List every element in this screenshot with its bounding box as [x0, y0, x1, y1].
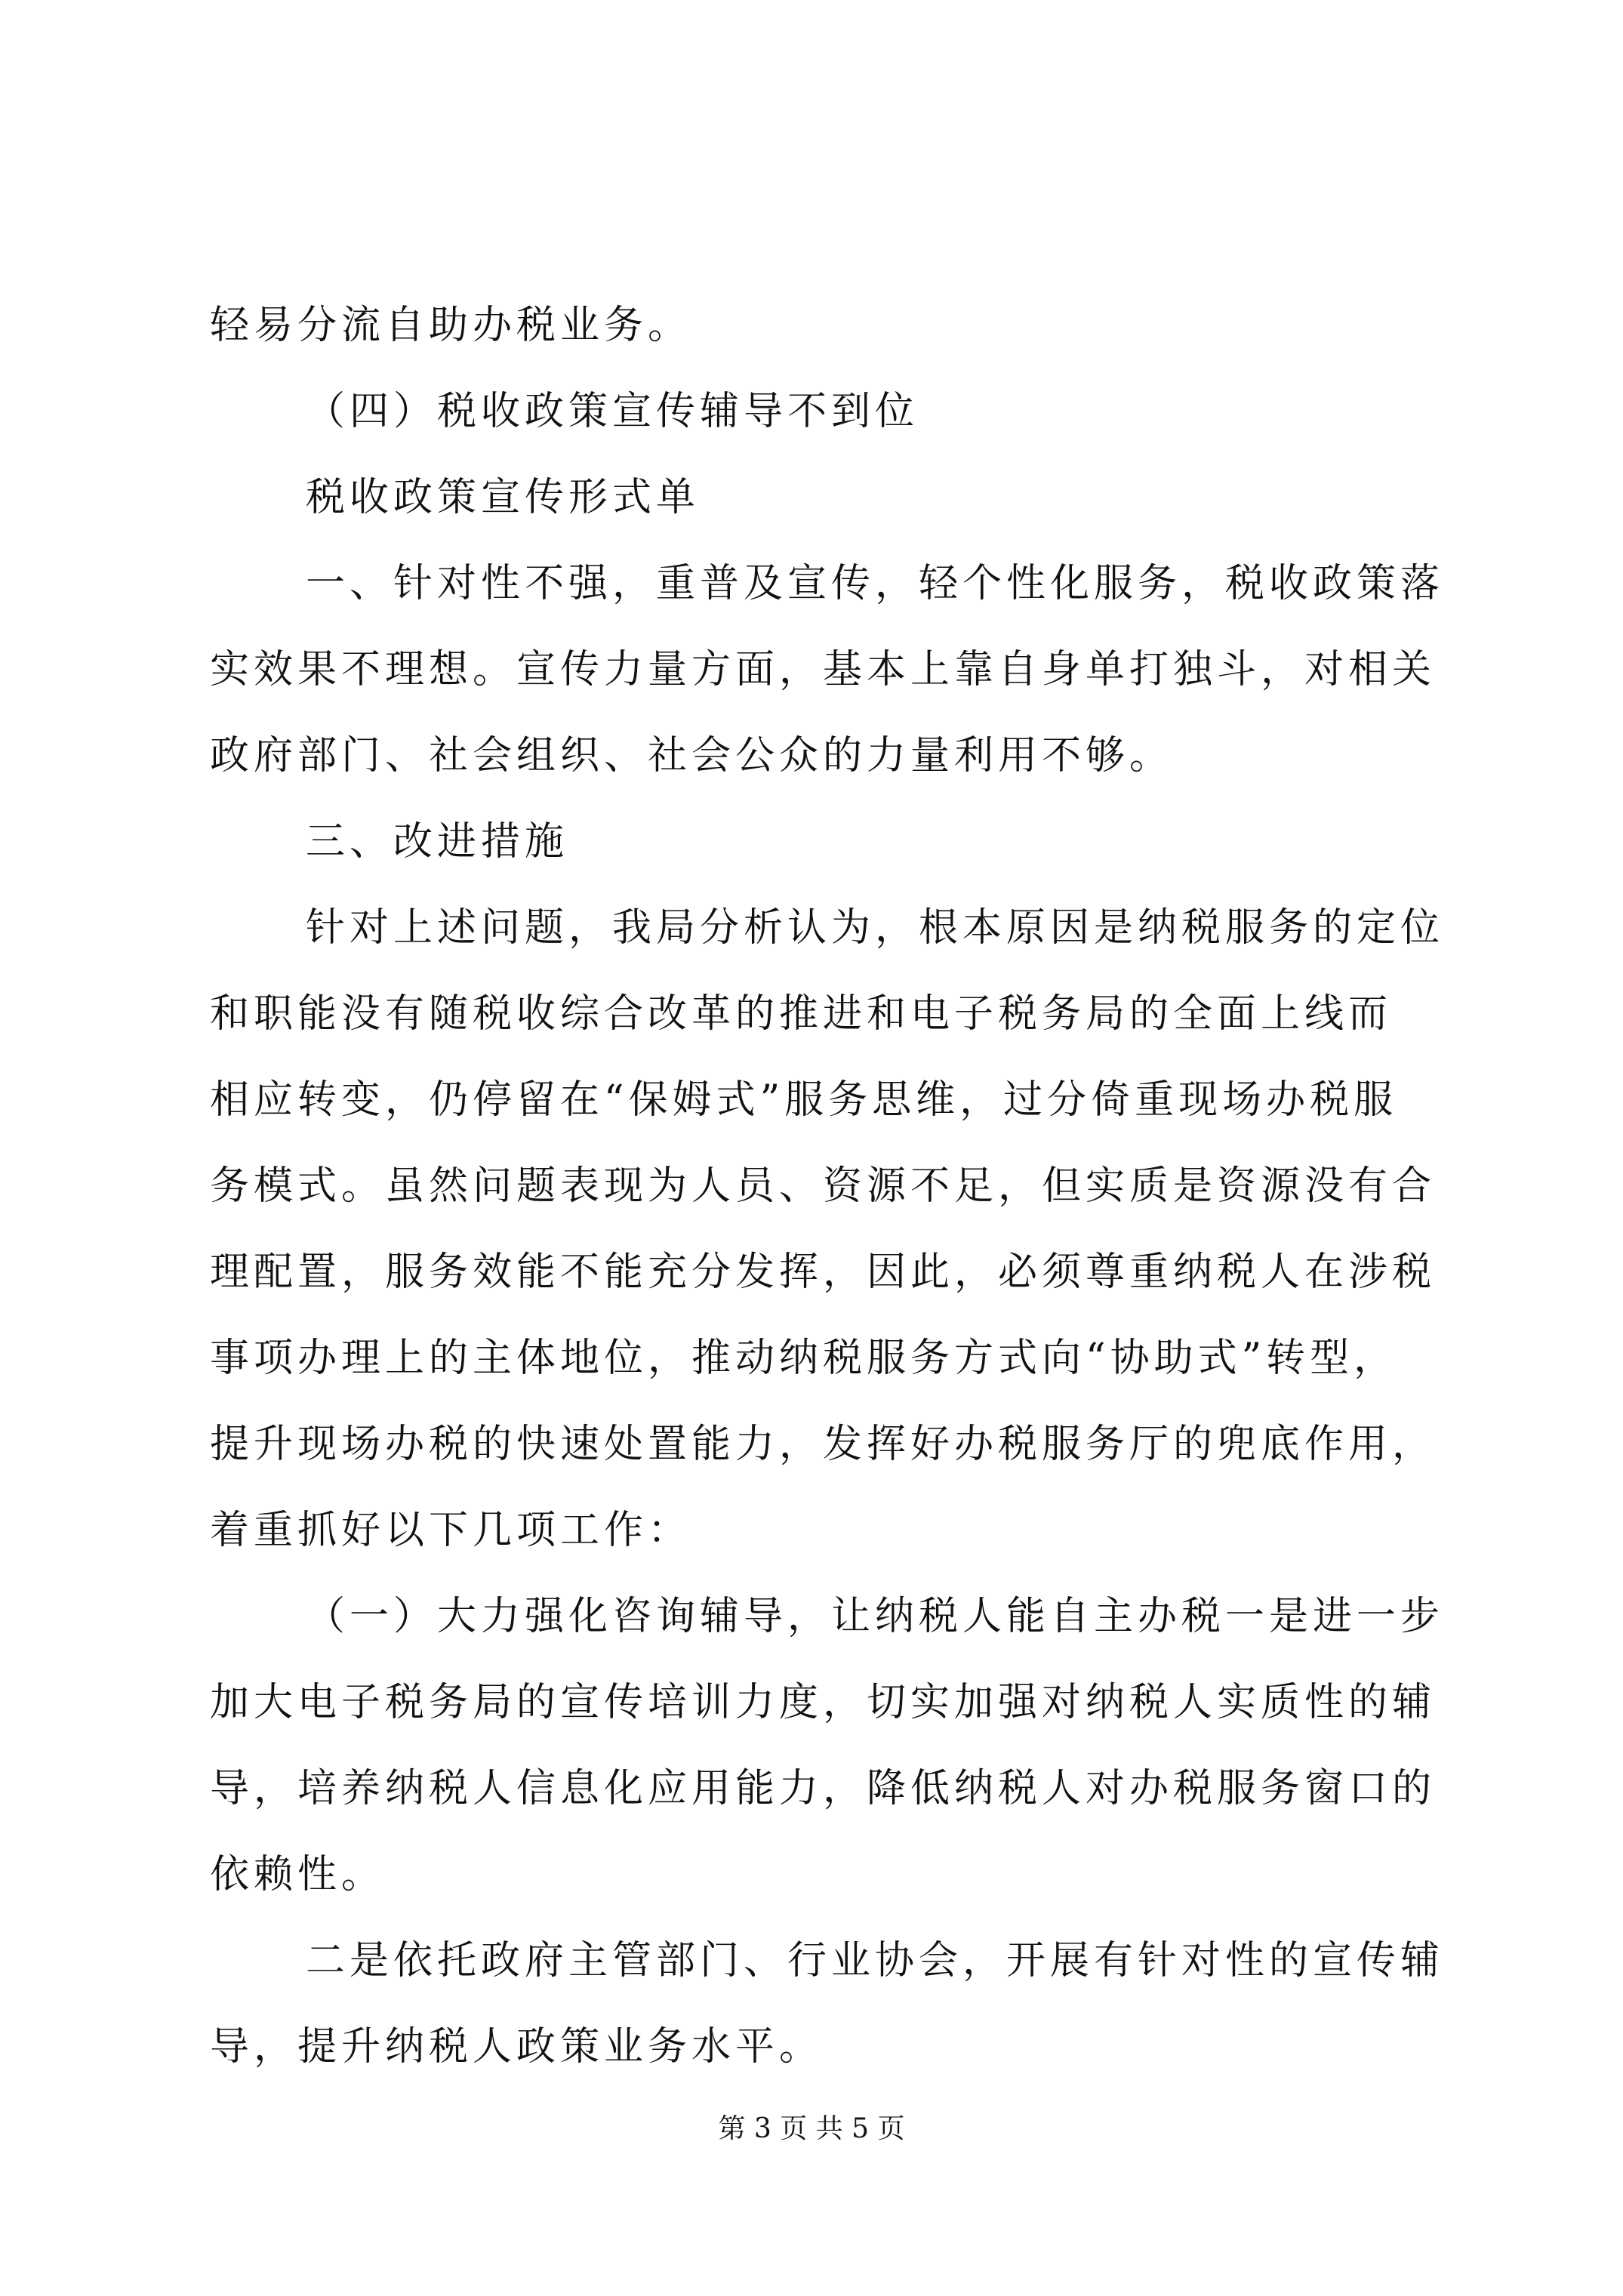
body-line: 轻易分流自助办税业务。 [210, 303, 692, 348]
body-line: 加大电子税务局的宣传培训力度，切实加强对纳税人实质性的辅 [210, 1680, 1437, 1725]
body-line: 政府部门、社会组织、社会公众的力量利用不够。 [210, 733, 1174, 778]
body-line: 务模式。虽然问题表现为人员、资源不足，但实质是资源没有合 [210, 1163, 1437, 1209]
body-line: 导，提升纳税人政策业务水平。 [210, 2024, 824, 2069]
body-line: 和职能没有随税收综合改革的推进和电子税务局的全面上线而 [210, 991, 1393, 1037]
page-number-footer: 第 3 页 共 5 页 [718, 2113, 905, 2144]
section-heading: 三、改进措施 [306, 819, 569, 864]
body-line: 一、针对性不强，重普及宣传，轻个性化服务，税收政策落 [306, 561, 1445, 606]
body-line: 税收政策宣传形式单 [306, 475, 701, 520]
body-line: 提升现场办税的快速处置能力，发挥好办税服务厅的兜底作用， [210, 1422, 1437, 1467]
body-line: 事项办理上的主体地位，推动纳税服务方式向“协助式”转型， [210, 1336, 1398, 1381]
body-line: 着重抓好以下几项工作： [210, 1508, 692, 1553]
body-line: 理配置，服务效能不能充分发挥，因此，必须尊重纳税人在涉税 [210, 1250, 1437, 1295]
body-line: 相应转变，仍停留在“保姆式”服务思维，过分倚重现场办税服 [210, 1077, 1398, 1123]
body-line: 二是依托政府主管部门、行业协会，开展有针对性的宣传辅 [306, 1938, 1445, 1983]
section-heading: （四）税收政策宣传辅导不到位 [306, 389, 919, 434]
section-heading: （一）大力强化咨询辅导，让纳税人能自主办税一是进一步 [306, 1594, 1445, 1639]
body-line: 导，培养纳税人信息化应用能力，降低纳税人对办税服务窗口的 [210, 1766, 1437, 1811]
body-line: 针对上述问题，我局分析认为，根本原因是纳税服务的定位 [306, 905, 1445, 951]
body-line: 实效果不理想。宣传力量方面，基本上靠自身单打独斗，对相关 [210, 647, 1437, 692]
body-line: 依赖性。 [210, 1852, 386, 1897]
